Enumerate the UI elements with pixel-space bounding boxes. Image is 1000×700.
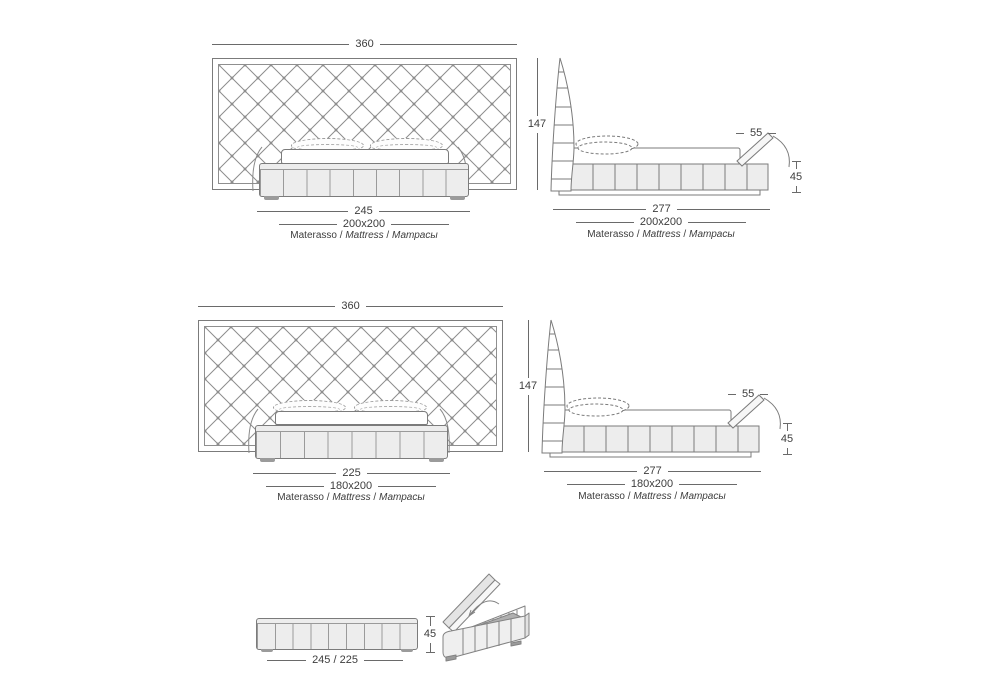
- mattress-label: Materasso / Mattress / Матрасы: [587, 229, 735, 240]
- bench-end-cap: [525, 613, 529, 638]
- dim-footboard-width: [736, 127, 784, 140]
- dim-value: 45: [780, 432, 794, 445]
- dim-mattress-size: [567, 478, 737, 491]
- dim-value: 360: [355, 38, 374, 50]
- bed-frame-front-view: [255, 425, 448, 459]
- mattress-label: Materasso / Mattress / Матрасы: [277, 492, 425, 503]
- frame-panels: [260, 170, 468, 196]
- dim-value: 55: [750, 127, 763, 139]
- dim-bed-width: [253, 467, 450, 480]
- dim-value: 277: [643, 465, 662, 477]
- dim-overall-width: [212, 38, 517, 51]
- dim-line: [537, 133, 538, 191]
- label-italian: Materasso: [290, 230, 337, 241]
- dim-bench-width: [267, 654, 403, 667]
- dim-line: [212, 44, 349, 45]
- dim-value: 147: [527, 117, 547, 130]
- dim-overall-depth: [544, 465, 761, 478]
- mattress-front-view: [281, 149, 449, 164]
- mattress-front-view: [275, 411, 428, 425]
- bed-foot-left: [260, 458, 275, 462]
- bench-front-view: [256, 618, 418, 650]
- bed-foot-right: [429, 458, 444, 462]
- label-russian: Матрасы: [392, 230, 438, 241]
- dim-value: 225: [342, 467, 361, 479]
- dim-footboard-width: [728, 388, 776, 401]
- dim-frame-height: [772, 423, 802, 455]
- dim-mattress-size: [576, 216, 746, 229]
- bench-foot-right: [401, 649, 413, 652]
- dim-line: [537, 58, 538, 116]
- bed-foot-left: [264, 196, 279, 200]
- bed-foot-right: [450, 196, 465, 200]
- dim-frame-height: [781, 161, 811, 193]
- dim-value: 200x200: [342, 218, 386, 230]
- dim-overall-depth: [553, 203, 770, 216]
- mattress-label: Materasso / Mattress / Матрасы: [290, 230, 438, 241]
- bed-frame-side: [571, 164, 768, 190]
- dim-line: [380, 44, 517, 45]
- dim-overall-width: [198, 300, 503, 313]
- dim-value: 360: [341, 300, 360, 312]
- mattress-label: Materasso / Mattress / Матрасы: [578, 491, 726, 502]
- label-english: Mattress: [345, 230, 384, 241]
- bed-frame-front-view: [259, 163, 469, 197]
- dim-value: 277: [652, 203, 671, 215]
- bench-3d-view: [437, 566, 533, 662]
- dim-value: 200x200: [639, 216, 683, 228]
- dim-value: 245 / 225: [312, 654, 358, 666]
- dim-value: 45: [789, 170, 803, 183]
- dim-value: 180x200: [329, 480, 373, 492]
- bench-foot-left: [261, 649, 273, 652]
- dim-value: 245: [354, 205, 373, 217]
- dim-value: 55: [742, 388, 755, 400]
- dim-value: 180x200: [630, 478, 674, 490]
- base-plinth: [559, 190, 760, 195]
- dim-bed-width: [257, 205, 470, 218]
- dim-value: 147: [518, 379, 538, 392]
- dim-value: 45: [423, 628, 437, 640]
